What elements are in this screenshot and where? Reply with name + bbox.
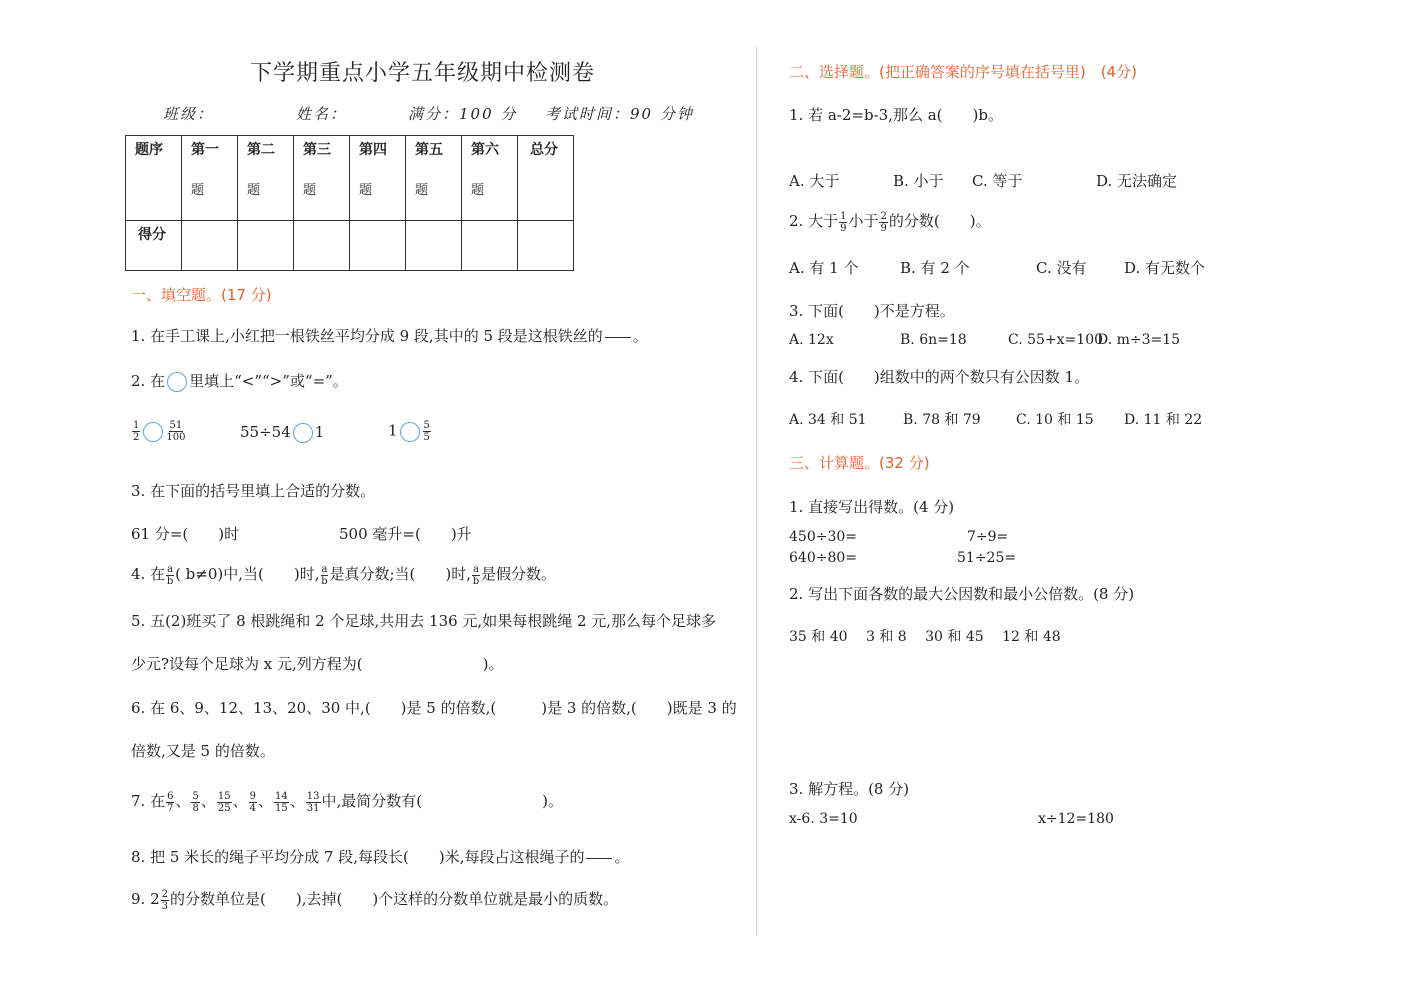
fraction: $\frac{51}{100}$: [166, 420, 186, 443]
full-score: 满分：100 分: [408, 105, 518, 123]
fraction: $\frac{1}{2}$: [133, 420, 140, 443]
section-fill-blank: 一、填空题。(17 分): [131, 286, 272, 304]
question-2: 2. 在 里填上“<”“>”或“=”。: [131, 372, 348, 390]
score-cell[interactable]: [182, 221, 238, 271]
choice-4-option-d[interactable]: D. 11 和 22: [1124, 412, 1203, 428]
score-table-col-5: 第五 题: [406, 136, 462, 221]
choice-4-option-b[interactable]: B. 78 和 79: [903, 412, 981, 428]
score-table-col-1: 第一 题: [182, 136, 238, 221]
question-8: 8. 把 5 米长的绳子平均分成 7 段,每段长( )米,每段占这根绳子的 。: [131, 848, 630, 866]
calc-2: 2. 写出下面各数的最大公因数和最小公倍数。(8 分): [789, 585, 1135, 603]
fraction: $\frac{2}{3}$: [161, 888, 168, 912]
calc-2-items: 35 和 40 3 和 8 30 和 45 12 和 48: [789, 629, 1061, 645]
section-calculation: 三、计算题。(32 分): [789, 454, 930, 472]
choice-3-option-b[interactable]: B. 6n=18: [900, 332, 967, 348]
score-table-total: 总分: [518, 136, 574, 221]
question-3-a: 61 分=( )时: [131, 525, 240, 543]
choice-3: 3. 下面( )不是方程。: [789, 302, 955, 320]
score-table-col-6: 第六 题: [462, 136, 518, 221]
calc-1-c: 640÷80=: [789, 550, 857, 566]
answer-fraction-blank[interactable]: [586, 849, 612, 868]
exam-time: 考试时间：90 分钟: [545, 105, 694, 123]
question-5-line-2: 少元?设每个足球为 x 元,列方程为( )。: [131, 655, 504, 673]
choice-4: 4. 下面( )组数中的两个数只有公因数 1。: [789, 368, 1090, 386]
fraction: $\frac{5}{5}$: [423, 420, 430, 443]
question-7: 7. 在 $\frac{6}{7}$ 、 $\frac{5}{8}$ 、 $\frac{15}{25}$ 、 $\frac{9}{4}$ 、 $\frac{14}{15}$ 、 $\frac{13}{31}$ 中,最简分数有( )。: [131, 790, 563, 814]
question-9: 9. 2 $\frac{2}{3}$ 的分数单位是( ),去掉( )个这样的分数单位就是最小的质数。: [131, 888, 619, 912]
calc-1-d: 51÷25=: [957, 550, 1017, 566]
question-1: 1. 在手工课上,小红把一根铁丝平均分成 9 段,其中的 5 段是这根铁丝的 。: [131, 327, 648, 345]
fraction: $\frac{9}{4}$: [249, 790, 256, 814]
section-choice: 二、选择题。(把正确答案的序号填在括号里) (4分): [789, 63, 1137, 81]
choice-1-option-a[interactable]: A. 大于: [789, 172, 840, 190]
fraction: $\frac{a}{b}$: [321, 563, 328, 587]
score-cell[interactable]: [350, 221, 406, 271]
score-table-row2-head: 得分: [126, 221, 182, 271]
score-cell[interactable]: [462, 221, 518, 271]
name-label: 姓名：: [296, 105, 348, 123]
fraction: $\frac{13}{31}$: [306, 790, 320, 814]
question-6-line-1: 6. 在 6、9、12、13、20、30 中,( )是 5 的倍数,( )是 3 的倍数,( )既是 3 的: [131, 699, 737, 717]
question-6-line-2: 倍数,又是 5 的倍数。: [131, 742, 275, 760]
calc-1-a: 450÷30=: [789, 529, 857, 545]
calc-1: 1. 直接写出得数。(4 分): [789, 498, 955, 516]
choice-3-option-d[interactable]: D. m÷3=15: [1097, 332, 1181, 348]
compare-circle-icon[interactable]: [293, 423, 313, 443]
question-5-line-1: 5. 五(2)班买了 8 根跳绳和 2 个足球,共用去 136 元,如果每根跳绳 2 元,那么每个足球多: [131, 612, 717, 630]
class-label: 班级：: [163, 105, 215, 123]
score-table-row1-head: 题序: [126, 136, 182, 221]
score-cell[interactable]: [406, 221, 462, 271]
choice-2-option-d[interactable]: D. 有无数个: [1124, 259, 1206, 277]
page-title: 下学期重点小学五年级期中检测卷: [250, 61, 596, 86]
question-2-item-2: 55÷54 1: [240, 423, 325, 441]
question-2-item-1: [131, 420, 186, 443]
fraction: $\frac{a}{b}$: [472, 563, 480, 587]
choice-3-option-c[interactable]: C. 55+x=100: [1008, 332, 1104, 348]
fraction: $\frac{5}{8}$: [192, 790, 199, 814]
choice-2: 2. 大于 $\frac{1}{9}$ 小于 $\frac{2}{9}$ 的分数( )。: [789, 210, 991, 234]
choice-4-option-a[interactable]: A. 34 和 51: [789, 412, 867, 428]
question-4: 4. 在 $\frac{a}{b}$ ( b≠0)中,当( )时, $\frac{a}{b}$ 是真分数;当( )时, $\frac{a}{b}$ 是假分数。: [131, 563, 556, 587]
choice-3-option-a[interactable]: A. 12x: [789, 332, 834, 348]
fraction: $\frac{14}{15}$: [275, 790, 288, 814]
compare-circle-icon[interactable]: [143, 422, 163, 442]
choice-1-option-b[interactable]: B. 小于: [893, 172, 944, 190]
compare-circle-icon[interactable]: [400, 422, 420, 442]
choice-2-option-c[interactable]: C. 没有: [1036, 259, 1087, 277]
calc-3: 3. 解方程。(8 分): [789, 780, 910, 798]
score-cell[interactable]: [518, 221, 574, 271]
fraction: $\frac{1}{9}$: [840, 210, 847, 234]
fraction: $\frac{6}{7}$: [167, 790, 174, 814]
choice-1: 1. 若 a-2=b-3,那么 a( )b。: [789, 106, 1003, 124]
calc-3-b: x÷12=180: [1038, 811, 1114, 827]
choice-1-option-d[interactable]: D. 无法确定: [1096, 172, 1178, 190]
score-table: [125, 135, 574, 271]
question-3: 3. 在下面的括号里填上合适的分数。: [131, 482, 376, 500]
choice-1-option-c[interactable]: C. 等于: [972, 172, 1023, 190]
score-table-col-4: 第四 题: [350, 136, 406, 221]
choice-4-option-c[interactable]: C. 10 和 15: [1016, 412, 1094, 428]
fraction: $\frac{a}{b}$: [166, 563, 174, 587]
choice-2-option-b[interactable]: B. 有 2 个: [900, 259, 970, 277]
score-table-col-3: 第三 题: [294, 136, 350, 221]
choice-2-option-a[interactable]: A. 有 1 个: [789, 259, 859, 277]
calc-1-b: 7÷9=: [967, 529, 1009, 545]
question-3-b: 500 毫升=( )升: [339, 525, 472, 543]
compare-circle-icon: [167, 372, 187, 392]
fraction: $\frac{2}{9}$: [880, 210, 887, 234]
fraction: $\frac{15}{25}$: [217, 790, 231, 814]
question-2-item-3: 1 $\frac{5}{5}$: [388, 420, 430, 443]
score-cell[interactable]: [294, 221, 350, 271]
column-divider: [756, 46, 757, 936]
answer-fraction-blank[interactable]: [605, 328, 631, 347]
score-cell[interactable]: [238, 221, 294, 271]
calc-3-a: x-6. 3=10: [789, 811, 858, 827]
score-table-col-2: 第二 题: [238, 136, 294, 221]
